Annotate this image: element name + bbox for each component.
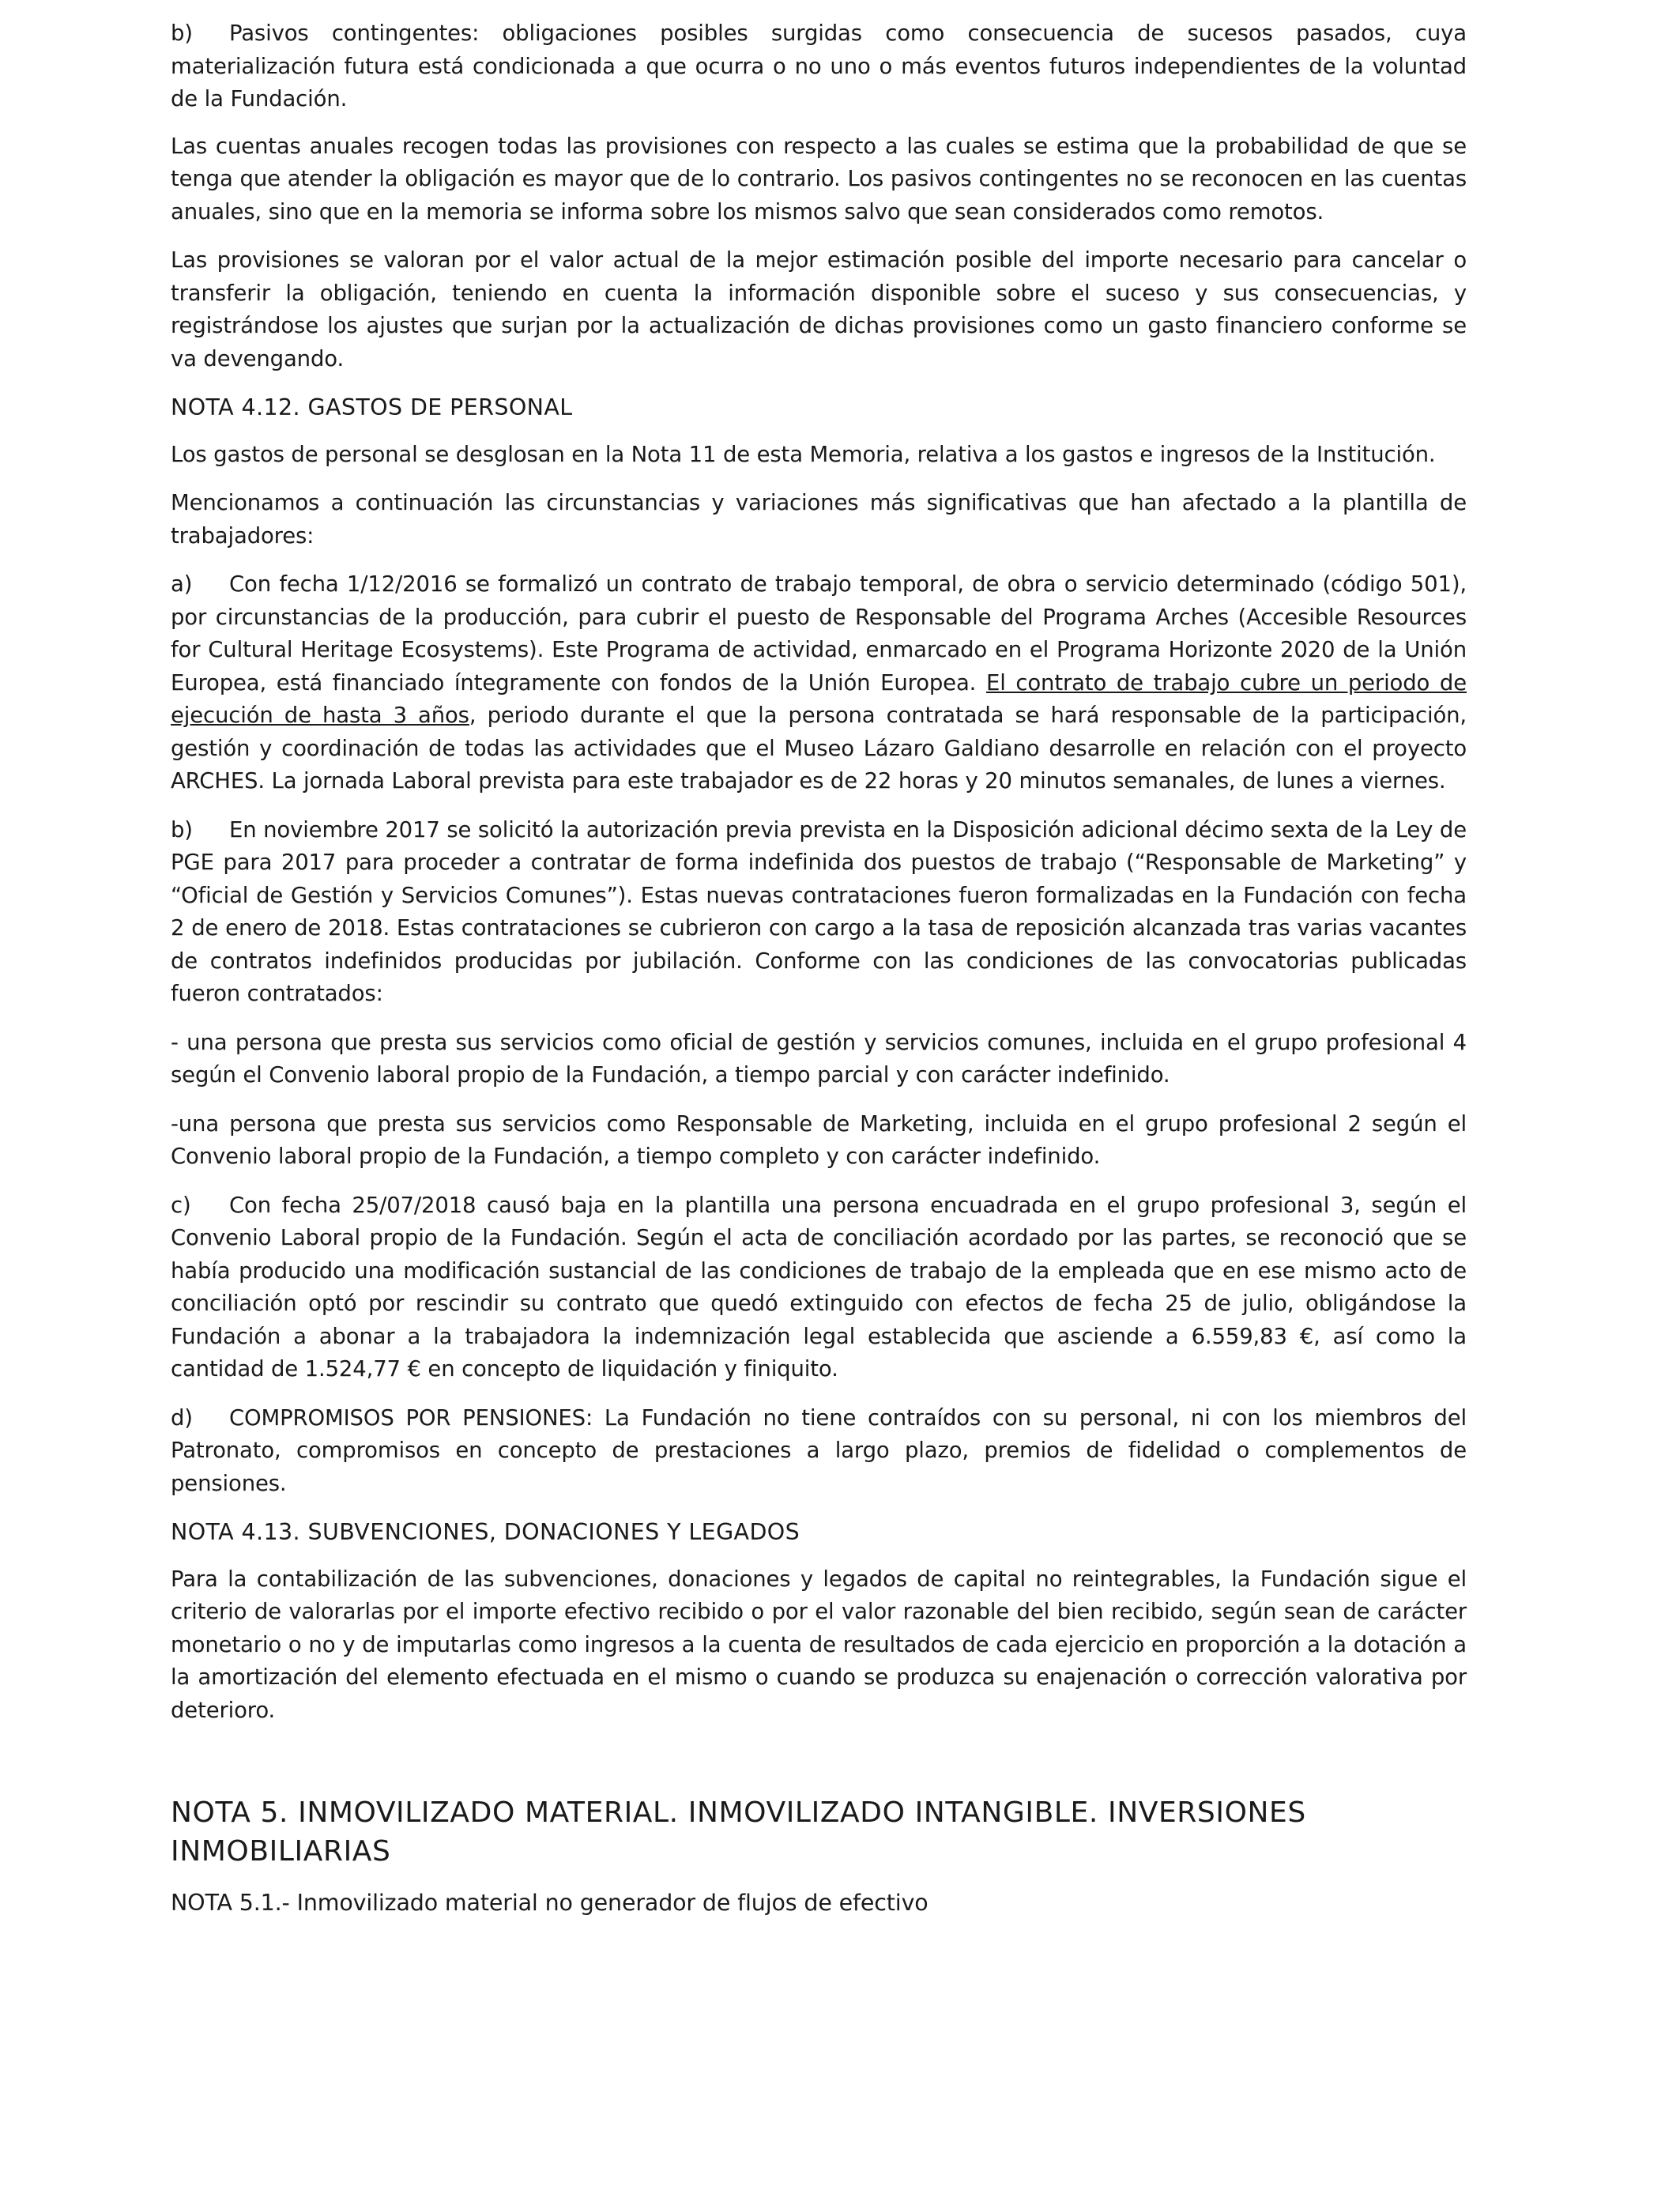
heading-nota-5-1: NOTA 5.1.- Inmovilizado material no generador de flujos de efectivo	[171, 1890, 929, 1916]
item-label: b)	[171, 21, 193, 46]
item-text: COMPROMISOS POR PENSIONES: La Fundación no tiene contraídos con su personal, ni con los miembros del Patronato, compromisos en concepto de prestaciones a largo plazo, premios de fidelidad o complementos de pensiones.	[171, 1404, 1467, 1496]
item-label: a)	[171, 571, 193, 597]
paragraph-gastos-personal-intro: Los gastos de personal se desglosan en la Nota 11 de esta Memoria, relativa a los gastos e ingresos de la Institución.	[171, 441, 1436, 467]
item-label: b)	[171, 816, 193, 843]
paragraph-provisiones-valor: Las provisiones se valoran por el valor actual de la mejor estimación posible del importe necesario para cancelar o transferir la obligación, teniendo en cuenta la información disponible sobre el suceso y sus consecuencias, y registrándose los ajustes que surjan por la actualización de dichas provisiones como un gasto financiero conforme se va devengando.	[171, 247, 1467, 371]
paragraph-mencionamos: Mencionamos a continuación las circunstancias y variaciones más significativas que han afectado a la plantilla de trabajadores:	[171, 490, 1467, 548]
heading-nota-4-12: NOTA 4.12. GASTOS DE PERSONAL	[171, 394, 573, 420]
item-text: En noviembre 2017 se solicitó la autorización previa prevista en la Disposición adicional décimo sexta de la Ley de PGE para 2017 para proceder a contratar de forma indefinida dos puestos de trabajo (“Responsable de Marketing” y “Oficial de Gestión y Servicios Comunes”). Estas nuevas contrataciones fueron formalizadas en la Fundación con fecha 2 de enero de 2018. Estas contrataciones se cubrieron con cargo a la tasa de reposición alcanzada tras varias vacantes de contratos indefinidos producidas por jubilación. Conforme con las condiciones de las convocatorias publicadas fueron contratados:	[171, 816, 1467, 1006]
underlined-text: El contrato de trabajo cubre un periodo de ejecución de hasta 3 años	[171, 669, 1467, 728]
item-a-contrato-arches	[171, 568, 1467, 798]
heading-nota-4-13: NOTA 4.13. SUBVENCIONES, DONACIONES Y LEGADOS	[171, 1519, 800, 1545]
item-text: Pasivos contingentes: obligaciones posibles surgidas como consecuencia de sucesos pasados, cuya materialización futura está condicionada a que ocurra o no uno o más eventos futuros independientes de la voluntad de la Fundación.	[171, 21, 1467, 111]
item-label: d)	[171, 1404, 193, 1431]
item-b-pasivos-contingentes	[171, 17, 1467, 116]
item-d-compromisos-pensiones	[171, 1402, 1467, 1501]
heading-nota-5: NOTA 5. INMOVILIZADO MATERIAL. INMOVILIZADO INTANGIBLE. INVERSIONES INMOBILIARIAS	[171, 1796, 1306, 1868]
document-page	[171, 17, 1467, 1920]
dash-item-responsable-marketing: -una persona que presta sus servicios como Responsable de Marketing, incluida en el grupo profesional 2 según el Convenio laboral propio de la Fundación, a tiempo completo y con carácter indefinido.	[171, 1110, 1467, 1169]
item-c-baja-plantilla	[171, 1189, 1467, 1386]
item-text: Con fecha 25/07/2018 causó baja en la plantilla una persona encuadrada en el grupo profesional 3, según el Convenio Laboral propio de la Fundación. Según el acta de conciliación acordado por las partes, se reconoció que se había producido una modificación sustancial de las condiciones de trabajo de la empleada que en ese mismo acto de conciliación optó por rescindir su contrato que quedó extinguido con efectos de fecha 25 de julio, obligándose la Fundación a abonar a la trabajadora la indemnización legal establecida que asciende a 6.559,83 €, así como la cantidad de 1.524,77 € en concepto de liquidación y finiquito.	[171, 1192, 1467, 1382]
item-label: c)	[171, 1192, 191, 1218]
item-text-continued: , periodo durante el que la persona contratada se hará responsable de la participación, gestión y coordinación de todas las actividades que el Museo Lázaro Galdiano desarrolle en relación con el proyecto ARCHES. La jornada Laboral prevista para este trabajador es de 22 horas y 20 minutos semanales, de lunes a viernes.	[171, 703, 1467, 794]
paragraph-cuentas-anuales: Las cuentas anuales recogen todas las provisiones con respecto a las cuales se estima que la probabilidad de que se tenga que atender la obligación es mayor que de lo contrario. Los pasivos contingentes no se reconocen en las cuentas anuales, sino que en la memoria se informa sobre los mismos salvo que sean considerados como remotos.	[171, 133, 1467, 224]
dash-item-oficial-gestion: - una persona que presta sus servicios como oficial de gestión y servicios comunes, incluida en el grupo profesional 4 según el Convenio laboral propio de la Fundación, a tiempo parcial y con carácter indefinido.	[171, 1029, 1467, 1088]
item-b-contrataciones	[171, 814, 1467, 1011]
paragraph-subvenciones: Para la contabilización de las subvenciones, donaciones y legados de capital no reintegrables, la Fundación sigue el criterio de valorarlas por el importe efectivo recibido o por el valor razonable del bien recibido, según sean de carácter monetario o no y de imputarlas como ingresos a la cuenta de resultados de cada ejercicio en proporción a la dotación a la amortización del elemento efectuada en el mismo o cuando se produzca su enajenación o corrección valorativa por deterioro.	[171, 1566, 1467, 1723]
item-text: Con fecha 1/12/2016 se formalizó un contrato de trabajo temporal, de obra o servicio determinado (código 501), por circunstancias de la producción, para cubrir el puesto de Responsable del Programa Arches (Accesible Resources for Cultural Heritage Ecosystems). Este Programa de actividad, enmarcado en el Programa Horizonte 2020 de la Unión Europea, está financiado íntegramente con fondos de la Unión Europea.	[171, 571, 1467, 696]
